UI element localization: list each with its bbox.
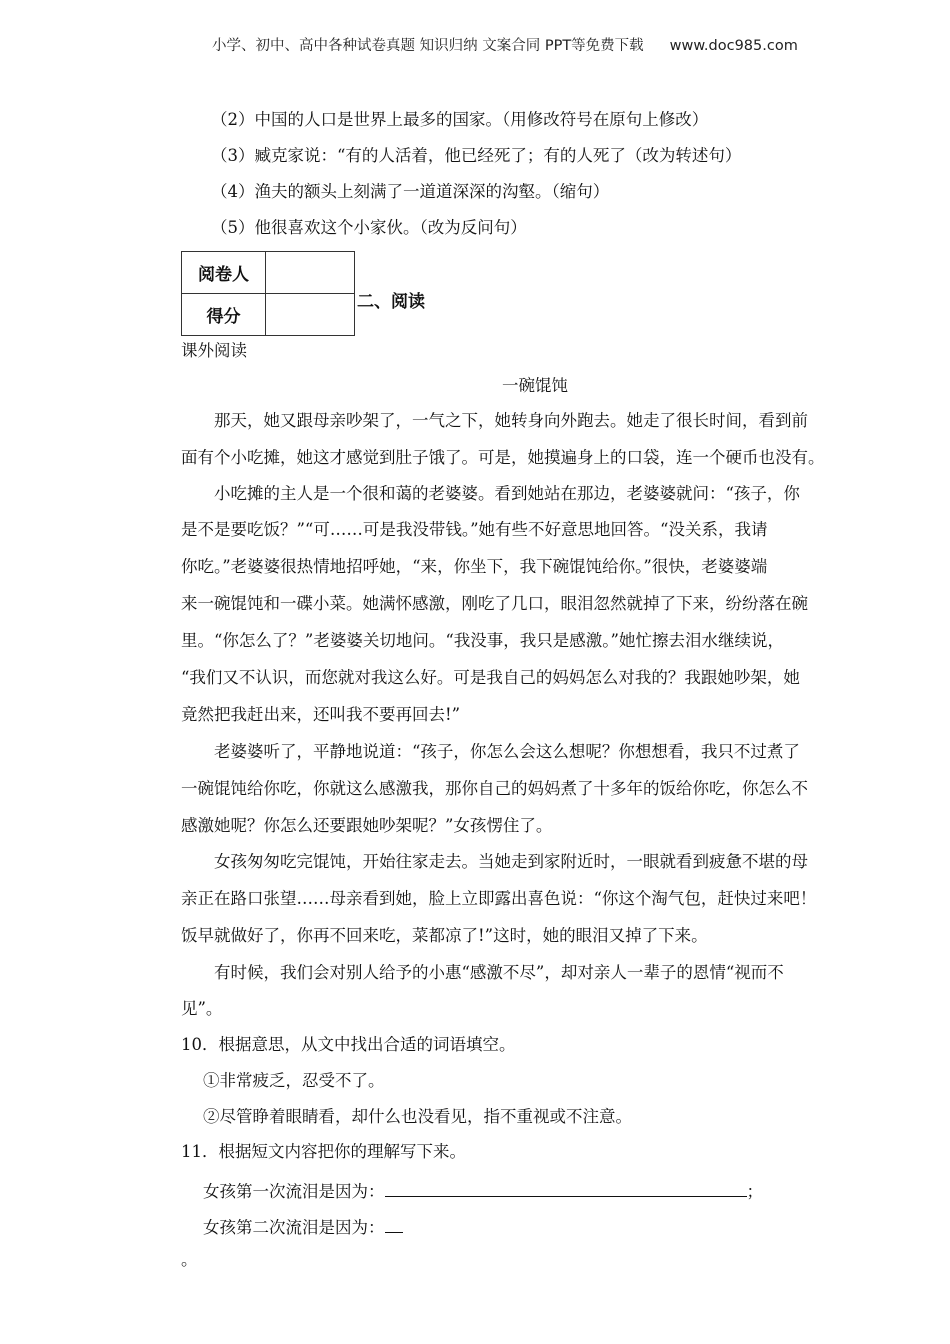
passage-line: 那天，她又跟母亲吵架了，一气之下，她转身向外跑去。她走了很长时间，看到前 <box>214 411 808 430</box>
passage-line: 老婆婆听了，平静地说道：“孩子，你怎么会这么想呢？你想想看，我只不过煮了 <box>214 742 800 761</box>
passage-line: 你吃。”老婆婆很热情地招呼她，“来，你坐下，我下碗馄饨给你。”很快，老婆婆端 <box>181 557 768 576</box>
passage-line: 竟然把我赶出来，还叫我不要再回去!” <box>181 705 461 724</box>
score-table <box>181 251 355 336</box>
passage-line: 亲正在路口张望……母亲看到她，脸上立即露出喜色说：“你这个淘气包，赶快过来吧！ <box>181 889 817 908</box>
passage-line: 感激她呢？你怎么还要跟她吵架呢？”女孩愣住了。 <box>181 816 553 835</box>
passage-line: 女孩匆匆吃完馄饨，开始往家走去。当她走到家附近时，一眼就看到疲惫不堪的母 <box>214 852 808 871</box>
question-item: （3）臧克家说：“有的人活着，他已经死了；有的人死了（改为转述句） <box>211 146 742 165</box>
question-item: （4）渔夫的额头上刻满了一道道深深的沟壑。（缩句） <box>211 182 610 201</box>
passage-line: 是不是要吃饭？”“可……可是我没带钱。”她有些不好意思地回答。“没关系，我请 <box>181 520 768 539</box>
passage-line: 见”。 <box>181 999 223 1018</box>
passage-line: 一碗馄饨给你吃，你就这么感激我，那你自己的妈妈煮了十多年的饭给你吃，你怎么不 <box>181 779 808 798</box>
passage-line: 来一碗馄饨和一碟小菜。她满怀感激，刚吃了几口，眼泪忽然就掉了下来，纷纷落在碗 <box>181 594 808 613</box>
q11-first-end: ； <box>746 1182 763 1201</box>
answer-blank[interactable] <box>385 1216 403 1233</box>
q11-second-line <box>203 1216 403 1237</box>
q11-second-prompt: 女孩第二次流泪是因为： <box>203 1218 385 1237</box>
score-label: 得分 <box>182 294 266 336</box>
q10-stem: 10．根据意思，从文中找出合适的词语填空。 <box>181 1035 516 1054</box>
q11-first-prompt: 女孩第一次流泪是因为： <box>203 1182 385 1201</box>
page-header <box>212 34 798 55</box>
header-url: www.doc985.com <box>669 38 798 54</box>
question-item: （2）中国的人口是世界上最多的国家。（用修改符号在原句上修改） <box>211 110 709 129</box>
passage-line: 小吃摊的主人是一个很和蔼的老婆婆。看到她站在那边，老婆婆就问：“孩子，你 <box>214 484 800 503</box>
section-title: 二、阅读 <box>357 292 425 312</box>
question-item: （5）他很喜欢这个小家伙。（改为反问句） <box>211 218 527 237</box>
reviewer-cell[interactable] <box>266 252 355 294</box>
passage-line: “我们又不认识，而您就对我这么好。可是我自己的妈妈怎么对我的？我跟她吵架，她 <box>181 668 800 687</box>
passage-line: 有时候，我们会对别人给予的小惠“感激不尽”，却对亲人一辈子的恩情“视而不 <box>214 963 784 982</box>
passage-line: 面有个小吃摊，她这才感觉到肚子饿了。可是，她摸遍身上的口袋，连一个硬币也没有。 <box>181 448 825 467</box>
passage-line: 里。“你怎么了？”老婆婆关切地问。“我没事，我只是感激。”她忙擦去泪水继续说， <box>181 631 784 650</box>
reviewer-label: 阅卷人 <box>182 252 266 294</box>
passage-title: 一碗馄饨 <box>502 376 568 395</box>
q11-trailing: 。 <box>181 1250 198 1269</box>
score-cell[interactable] <box>266 294 355 336</box>
q11-stem: 11．根据短文内容把你的理解写下来。 <box>181 1142 466 1161</box>
passage-line: 饭早就做好了，你再不回来吃，菜都凉了!”这时，她的眼泪又掉了下来。 <box>181 926 708 945</box>
q10-item: ①非常疲乏，忍受不了。 <box>203 1071 385 1090</box>
reading-type: 课外阅读 <box>181 341 247 360</box>
q11-first-line <box>203 1180 763 1201</box>
answer-blank[interactable] <box>385 1180 747 1197</box>
header-text: 小学、初中、高中各种试卷真题 知识归纳 文案合同 PPT等免费下载 <box>212 38 644 54</box>
q10-item: ②尽管睁着眼睛看，却什么也没看见，指不重视或不注意。 <box>203 1107 632 1126</box>
